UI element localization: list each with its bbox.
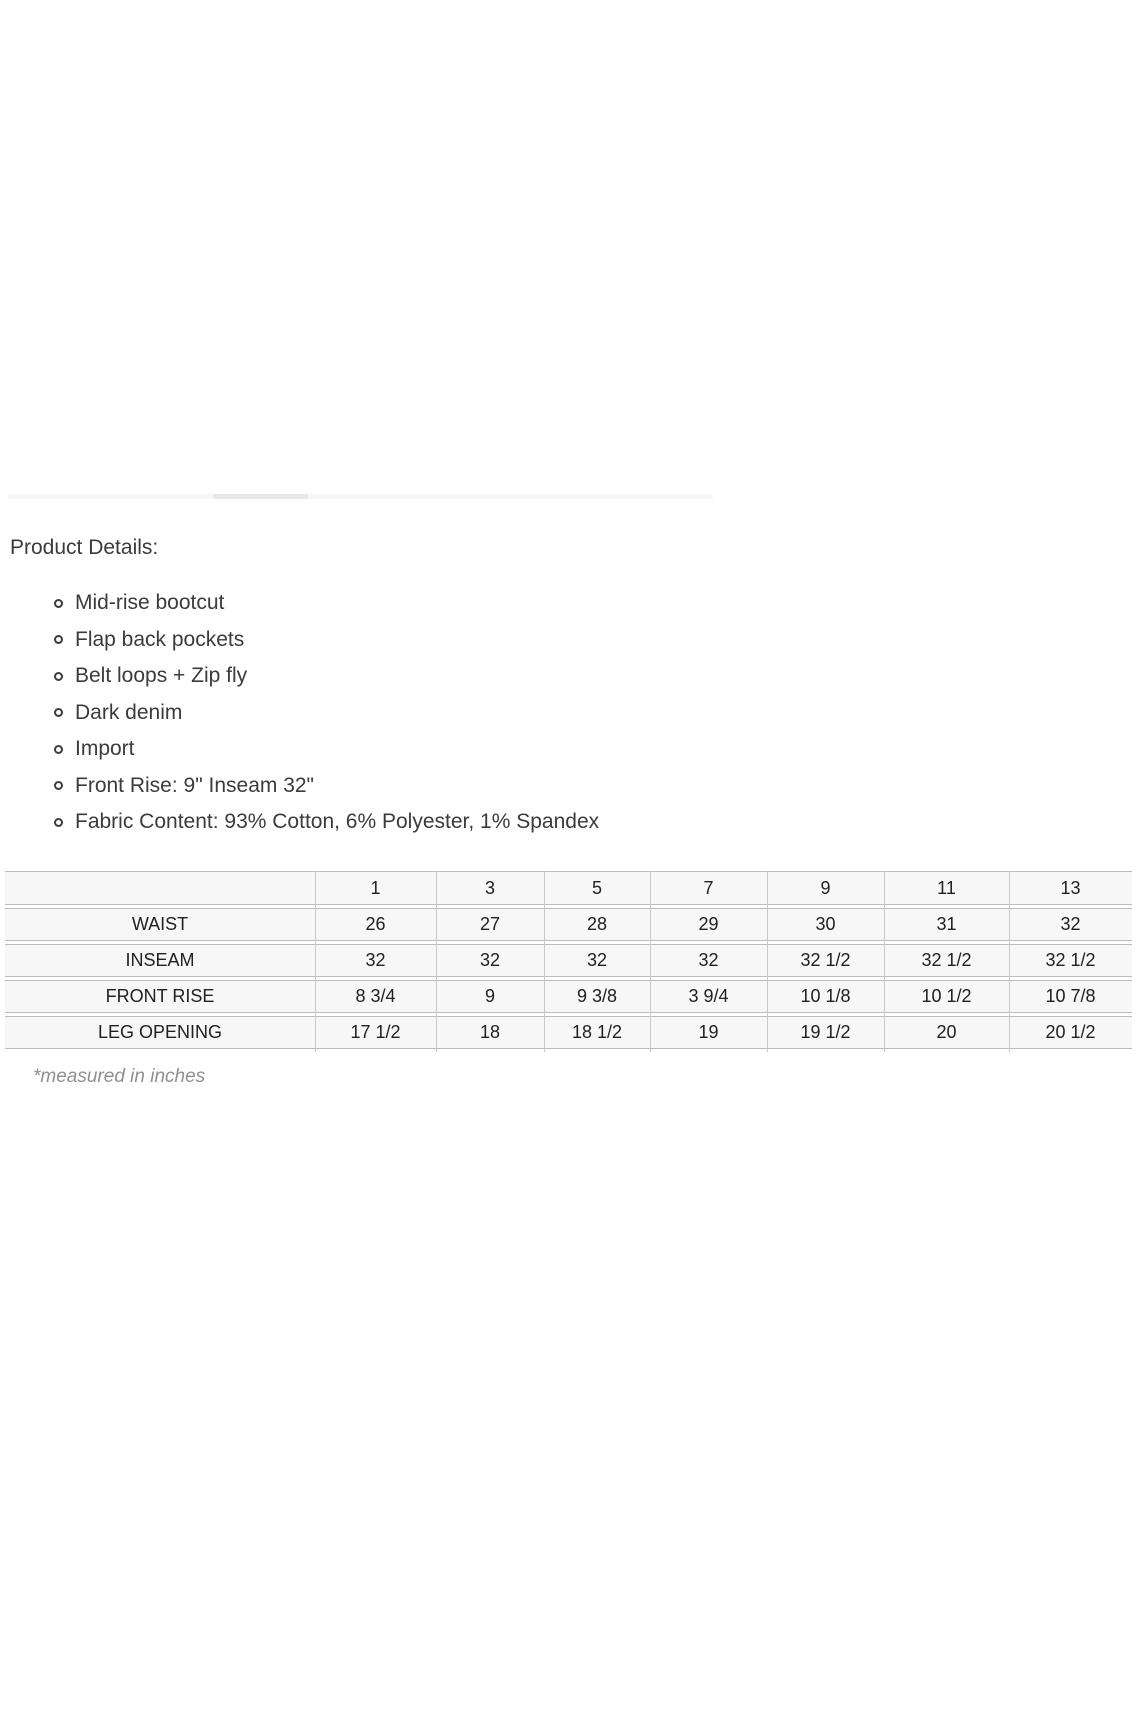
bullet-item [0, 768, 599, 805]
measurement-value-cell: 32 [479, 950, 501, 970]
image-edge-shadow [213, 494, 308, 499]
measurement-value-cell: 18 [479, 1022, 501, 1042]
bullet-text: Fabric Content: 93% Cotton, 6% Polyester, 1% Spandex [75, 810, 600, 834]
bullet-circle-icon [54, 635, 63, 644]
bullet-text: Front Rise: 9" Inseam 32" [75, 773, 315, 797]
bullet-circle-icon [54, 672, 63, 681]
measurement-value-cell: 20 1/2 [1045, 1022, 1096, 1042]
size-chart-table [5, 871, 1132, 1052]
bullet-item [0, 585, 599, 622]
bullet-circle-icon [54, 708, 63, 717]
column-divider-line [544, 871, 545, 1052]
measurement-value-cell: 10 1/8 [800, 986, 851, 1006]
bullet-item [0, 804, 599, 841]
column-divider-line [650, 871, 651, 1052]
measurement-value-cell: 32 [1060, 914, 1081, 934]
measurement-label-cell: INSEAM [125, 950, 195, 970]
size-column-header: 11 [937, 877, 956, 898]
bullet-text: Belt loops + Zip fly [75, 664, 248, 688]
measurement-value-cell: 31 [936, 914, 957, 934]
column-divider-line [767, 871, 768, 1052]
measurement-value-cell: 10 1/2 [921, 986, 972, 1006]
bullet-circle-icon [54, 599, 63, 608]
column-divider-line [1009, 871, 1010, 1052]
column-divider-line [436, 871, 437, 1052]
bullet-circle-icon [54, 781, 63, 790]
bullet-text: Flap back pockets [75, 627, 245, 651]
size-column-header: 3 [484, 877, 495, 898]
measurement-value-cell: 29 [698, 914, 719, 934]
bullet-item [0, 622, 599, 659]
size-chart-row [5, 908, 1132, 941]
measurement-value-cell: 19 1/2 [800, 1022, 851, 1042]
size-chart-corner-cell [5, 872, 315, 904]
measurement-value-cell: 27 [479, 914, 501, 934]
measurement-label-cell: LEG OPENING [97, 1022, 223, 1042]
column-divider-line [884, 871, 885, 1052]
measurement-value-cell: 30 [815, 914, 836, 934]
measurement-value-cell: 32 1/2 [1045, 950, 1096, 970]
measurement-value-cell: 32 [698, 950, 719, 970]
measurement-label-cell: WAIST [131, 914, 189, 934]
bullet-item [0, 731, 599, 768]
size-chart-row [5, 1016, 1132, 1049]
size-column-header: 1 [370, 877, 381, 898]
size-column-header: 7 [703, 877, 714, 898]
measurement-value-cell: 20 [936, 1022, 957, 1042]
bullet-circle-icon [54, 818, 63, 827]
size-chart-row [5, 980, 1132, 1013]
measurement-value-cell: 8 3/4 [355, 986, 396, 1006]
bullet-text: Import [75, 737, 135, 761]
measurement-value-cell: 32 1/2 [921, 950, 972, 970]
measurement-value-cell: 3 9/4 [688, 986, 729, 1006]
measurement-value-cell: 19 [698, 1022, 719, 1042]
bullet-circle-icon [54, 745, 63, 754]
measurement-value-cell: 32 1/2 [800, 950, 851, 970]
measurement-value-cell: 9 [484, 986, 495, 1006]
bullet-text: Dark denim [75, 700, 183, 724]
bullet-item [0, 695, 599, 732]
size-chart-header-row [5, 871, 1132, 905]
measurement-value-cell: 10 7/8 [1045, 986, 1096, 1006]
column-divider-line [315, 871, 316, 1052]
product-details-heading: Product Details: [10, 536, 159, 559]
bullet-item [0, 658, 599, 695]
measurement-value-cell: 32 [586, 950, 608, 970]
measurement-value-cell: 26 [365, 914, 386, 934]
measurement-label-cell: FRONT RISE [105, 986, 215, 1006]
size-column-header: 5 [591, 877, 602, 898]
measurement-value-cell: 9 3/8 [576, 986, 618, 1006]
measurement-value-cell: 18 1/2 [571, 1022, 623, 1042]
product-details-list [0, 585, 599, 841]
size-chart-footnote: *measured in inches [33, 1066, 206, 1087]
measurement-value-cell: 28 [586, 914, 608, 934]
measurement-value-cell: 32 [365, 950, 386, 970]
product-image-bottom-edge [8, 494, 713, 499]
size-column-header: 9 [820, 877, 831, 898]
measurement-value-cell: 17 1/2 [350, 1022, 401, 1042]
size-column-header: 13 [1060, 877, 1081, 898]
bullet-text: Mid-rise bootcut [75, 591, 225, 615]
size-chart-row [5, 944, 1132, 977]
